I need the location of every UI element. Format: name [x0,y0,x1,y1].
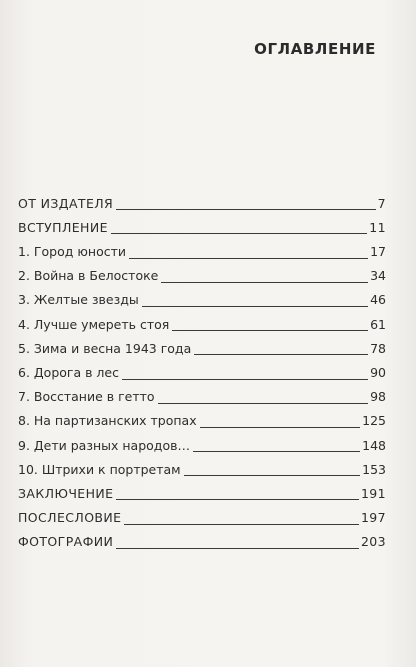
toc-entry-page-number: 125 [362,413,386,429]
toc-entry [18,479,386,503]
toc-leader-line [193,450,360,452]
toc-entry-title: 9. Дети разных народов… [18,437,190,453]
toc-leader-line [116,498,358,500]
toc-leader-line [116,208,375,210]
toc-entry-title: 4. Лучше умереть стоя [18,316,170,332]
toc-entry-title: ЗАКЛЮЧЕНИЕ [18,485,114,501]
toc-entry-page-number: 90 [370,365,386,380]
toc-leader-line [129,257,368,259]
toc-leader-line [161,281,368,283]
toc-entry-title: ВСТУПЛЕНИЕ [18,219,108,235]
toc-leader-line [158,402,369,404]
toc-entry [18,189,386,213]
toc-leader-line [200,426,361,428]
toc-entry-title: 2. Война в Белостоке [18,268,159,284]
toc-entry-page-number: 153 [362,461,386,477]
toc-entry-page-number: 148 [362,437,386,453]
toc-leader-line [194,353,368,355]
page-title: ОГЛАВЛЕНИЕ [254,40,376,58]
toc-entry-title: ФОТОГРАФИИ [18,534,114,550]
toc-entry [18,383,386,407]
toc-entry [18,334,386,358]
toc-entry [18,286,386,310]
toc-entry-page-number: 46 [370,292,386,308]
toc-entry [18,528,386,552]
toc-leader-line [111,232,367,234]
toc-entry-title: 10. Штрихи к портретам [18,461,181,477]
toc-entry-title: 8. На партизанских тропах [18,413,197,429]
toc-entry-page-number: 98 [370,389,386,405]
toc-entry-page-number: 34 [370,268,386,284]
toc-leader-line [116,547,359,549]
toc-entry-page-number: 191 [360,485,386,501]
toc-entry-title: ОТ ИЗДАТЕЛЯ [18,195,114,211]
toc-leader-line [142,305,368,307]
toc-entry-page-number: 7 [377,195,386,211]
toc-entry-title: 3. Желтые звезды [18,292,139,308]
toc-entry [18,213,386,237]
toc-entry [18,431,386,455]
toc-entry-page-number: 11 [369,219,386,235]
toc-entry [18,358,386,382]
toc-entry-page-number: 203 [360,534,386,550]
toc-entry-page-number: 17 [370,244,386,260]
toc-leader-line [124,523,358,525]
toc-entry-title: 7. Восстание в гетто [18,389,155,405]
toc-entry-title: 5. Зима и весна 1943 года [18,340,192,356]
toc-entry [18,310,386,334]
toc-leader-line [172,329,368,331]
toc-entry [18,407,386,431]
toc-leader-line [122,378,368,380]
toc-leader-line [184,474,361,476]
toc-entry-title: 1. Город юности [18,244,126,260]
toc-entry-page-number: 61 [370,316,386,332]
table-of-contents [18,189,386,552]
toc-entry [18,262,386,286]
toc-entry-title: ПОСЛЕСЛОВИЕ [18,510,122,526]
toc-entry [18,503,386,527]
toc-entry [18,455,386,479]
toc-entry-page-number: 197 [360,510,386,526]
toc-entry-page-number: 78 [370,340,386,356]
toc-entry-title: 6. Дорога в лес [18,365,119,380]
toc-entry [18,237,386,261]
